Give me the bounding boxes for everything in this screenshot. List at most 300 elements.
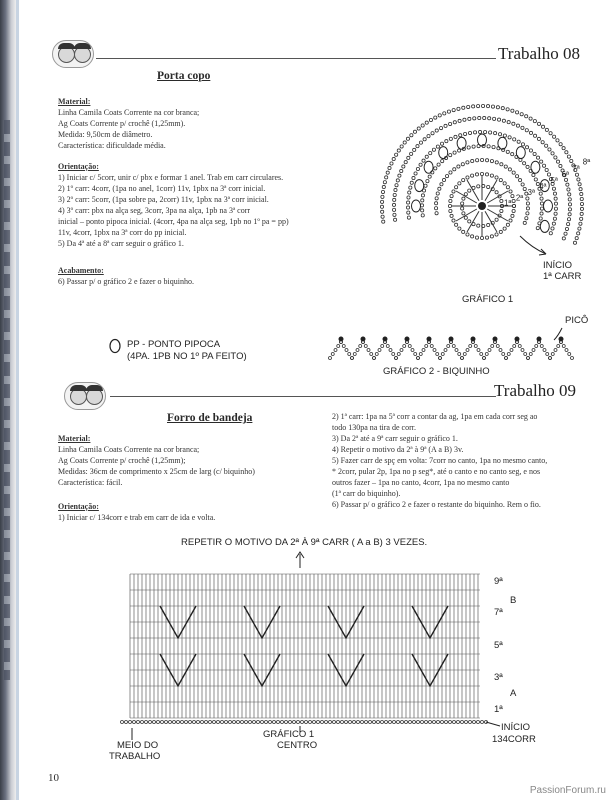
chain-stitch [429, 152, 432, 155]
chain-stitch [509, 190, 512, 193]
chain-stitch [413, 130, 416, 133]
instructions-block-08 [58, 161, 330, 249]
instruction-line: inicial – ponto pipoca inicial. (4corr, 4pa na alça seg, 1pb no 1º pa = pp) [58, 217, 289, 226]
chain-stitch [539, 217, 542, 220]
chain-stitch [526, 165, 529, 168]
chain-stitch [450, 195, 453, 198]
chain-stitch [551, 227, 554, 230]
book-spine [0, 0, 16, 800]
chain-stitch [567, 155, 570, 158]
chain-stitch [540, 212, 543, 215]
chain-stitch [434, 202, 437, 205]
foundation-chain [141, 721, 144, 724]
foundation-chain [425, 721, 428, 724]
chain-stitch [504, 165, 507, 168]
chain-stitch [526, 202, 529, 205]
instruction-line: todo 130pa na tira de corr. [332, 423, 416, 432]
chain-stitch [500, 209, 503, 212]
chain-stitch [480, 158, 483, 161]
chain-stitch [398, 174, 401, 177]
chain-stitch [577, 232, 580, 235]
middle-label-line2: TRABALHO [109, 751, 161, 762]
chain-stitch [392, 157, 395, 160]
chain-stitch [554, 349, 557, 352]
chain-stitch [488, 349, 491, 352]
chain-stitch [491, 105, 494, 108]
chain-stitch [469, 345, 472, 348]
chain-stitch [382, 185, 385, 188]
chain-stitch [438, 114, 441, 117]
chain-stitch [533, 120, 536, 123]
chain-stitch [529, 149, 532, 152]
chain-stitch [511, 195, 514, 198]
chain-stitch [421, 209, 424, 212]
foundation-chain [429, 721, 432, 724]
chain-stitch [578, 227, 581, 230]
chain-stitch [409, 186, 412, 189]
chain-stitch [467, 146, 470, 149]
chain-stitch [462, 179, 465, 182]
popcorn-stitch [415, 180, 424, 192]
foundation-chain [445, 721, 448, 724]
foundation-chain [125, 721, 128, 724]
round-number-label: 4ª [539, 182, 547, 192]
foundation-chain [301, 721, 304, 724]
chain-stitch [435, 197, 438, 200]
page-edge [16, 0, 19, 800]
foundation-chain [441, 721, 444, 724]
chain-stitch [453, 168, 456, 171]
chain-stitch [461, 357, 464, 360]
chain-stitch [431, 132, 434, 135]
chain-stitch [452, 345, 455, 348]
chain-stitch [501, 107, 504, 110]
chain-stitch [381, 345, 384, 348]
chain-stitch [483, 130, 486, 133]
mascot-badge-icon [52, 40, 94, 68]
chain-stitch [552, 222, 555, 225]
chain-stitch [512, 209, 515, 212]
picot-stitch [383, 337, 388, 342]
chain-stitch [468, 117, 471, 120]
popcorn-stitch [424, 161, 433, 173]
chain-stitch [449, 122, 452, 125]
foundation-chain [449, 721, 452, 724]
popcorn-stitch [516, 147, 525, 159]
chain-stitch [463, 118, 466, 121]
foundation-chain [381, 721, 384, 724]
chain-stitch [461, 163, 464, 166]
foundation-chain [385, 721, 388, 724]
picot-stitch [493, 337, 498, 342]
chain-stitch [463, 353, 466, 356]
chain-stitch [367, 349, 370, 352]
chain-stitch [539, 192, 542, 195]
chain-stitch [487, 185, 490, 188]
round-number-label: 1ª [503, 198, 512, 208]
chain-stitch [553, 192, 556, 195]
material-line: Característica: dificuldade média. [58, 141, 166, 150]
chain-stitch [348, 353, 351, 356]
chain-stitch [458, 182, 461, 185]
row-label: 5ª [494, 640, 503, 651]
edging-chart-diagram [322, 320, 582, 366]
chain-stitch [487, 145, 490, 148]
chain-stitch [580, 212, 583, 215]
foundation-chain [217, 721, 220, 724]
foundation-chain [133, 721, 136, 724]
chain-stitch [485, 236, 488, 239]
foundation-chain [405, 721, 408, 724]
foundation-chain [457, 721, 460, 724]
chain-stitch [562, 345, 565, 348]
chain-stitch [512, 122, 515, 125]
chain-stitch [577, 178, 580, 181]
chain-stitch [353, 353, 356, 356]
chain-stitch [476, 159, 479, 162]
chain-stitch [459, 134, 462, 137]
chain-stitch [492, 146, 495, 149]
chain-stitch [556, 160, 559, 163]
chain-stitch [388, 166, 391, 169]
chain-stitch [386, 171, 389, 174]
chain-stitch [483, 116, 486, 119]
chain-stitch [554, 212, 557, 215]
foundation-chain [169, 721, 172, 724]
chain-stitch [407, 216, 410, 219]
chain-stitch [489, 131, 492, 134]
picot-stitch [471, 337, 476, 342]
chain-stitch [475, 236, 478, 239]
foundation-chain [337, 721, 340, 724]
chain-stitch [562, 147, 565, 150]
orientation-label: Orientação: [58, 162, 99, 171]
chain-stitch [359, 345, 362, 348]
chain-stitch [422, 159, 425, 162]
chain-stitch [434, 116, 437, 119]
chain-stitch [506, 108, 509, 111]
foundation-chain [261, 721, 264, 724]
chain-stitch [462, 230, 465, 233]
picot-stitch [405, 337, 410, 342]
chain-stitch [478, 116, 481, 119]
chain-stitch [568, 213, 571, 216]
chain-stitch [471, 174, 474, 177]
chain-stitch [419, 353, 422, 356]
chain-stitch [477, 349, 480, 352]
chain-stitch [511, 153, 514, 156]
popcorn-stitch [457, 137, 466, 149]
foundation-chain [177, 721, 180, 724]
finishing-block-08 [58, 265, 330, 287]
chain-stitch [393, 198, 396, 201]
foundation-chain [353, 721, 356, 724]
chart2-caption: GRÁFICO 2 - BIQUINHO [383, 366, 490, 377]
chain-stitch [449, 154, 452, 157]
chain-stitch [506, 150, 509, 153]
chain-stitch [434, 167, 437, 170]
row-label: 9ª [494, 576, 503, 587]
chain-stitch [541, 141, 544, 144]
foundation-chain [341, 721, 344, 724]
chain-stitch [477, 224, 480, 227]
foundation-chain [165, 721, 168, 724]
chain-stitch [540, 160, 543, 163]
chain-stitch [525, 129, 528, 132]
chain-stitch [483, 357, 486, 360]
chain-stitch [407, 156, 410, 159]
chain-stitch [462, 197, 465, 200]
chain-stitch [455, 223, 458, 226]
instruction-line: 4) 3º carr: pbx na alça seg, 3corr, 3pa na alça, 1pb na 3ª corr [58, 206, 251, 215]
grid-start-chain-label: 134CORR [492, 734, 536, 745]
chain-stitch [524, 353, 527, 356]
chain-stitch [549, 132, 552, 135]
chain-stitch [499, 230, 502, 233]
filet-grid-chart [110, 550, 490, 750]
chain-stitch [580, 192, 583, 195]
chain-stitch [334, 349, 337, 352]
chain-stitch [485, 173, 488, 176]
chain-stitch [486, 105, 489, 108]
chain-stitch [474, 345, 477, 348]
chain-stitch [491, 345, 494, 348]
mascot-badge-icon [64, 382, 106, 410]
popcorn-stitch [498, 137, 507, 149]
foundation-chain [397, 721, 400, 724]
chain-stitch [397, 353, 400, 356]
chain-stitch [457, 165, 460, 168]
foundation-chain [377, 721, 380, 724]
chain-stitch [444, 349, 447, 352]
chain-stitch [421, 214, 424, 217]
material-line: Medidas: 36cm de comprimento x 25cm de larg (c/ biquinho) [58, 467, 255, 476]
chain-stitch [436, 145, 439, 148]
chain-stitch [432, 148, 435, 151]
foundation-chain [161, 721, 164, 724]
material-line: Ag Coats Corrente p/ crochê (1,25mm). [58, 119, 186, 128]
foundation-chain [433, 721, 436, 724]
foundation-chain [309, 721, 312, 724]
chain-stitch [506, 186, 509, 189]
chain-stitch [568, 208, 571, 211]
repeat-note: REPETIR O MOTIVO DA 2ª À 9ª CARR ( A a B) 3 VEZES. [181, 537, 428, 548]
chain-stitch [437, 163, 440, 166]
chain-stitch [397, 149, 400, 152]
chain-stitch [449, 137, 452, 140]
chain-stitch [553, 217, 556, 220]
foundation-chain [209, 721, 212, 724]
instructions-block-09 [58, 501, 320, 523]
chain-stitch [450, 214, 453, 217]
project-subtitle-08: Porta copo [157, 70, 211, 82]
legend-pp-line1: PP - PONTO PIPOCA [127, 339, 221, 350]
chain-stitch [580, 197, 583, 200]
chain-stitch [447, 110, 450, 113]
chain-stitch [498, 133, 501, 136]
chain-stitch [392, 353, 395, 356]
foundation-chain [145, 721, 148, 724]
chain-stitch [408, 345, 411, 348]
chain-stitch [554, 197, 557, 200]
chain-stitch [525, 115, 528, 118]
chain-stitch [393, 193, 396, 196]
chain-stitch [478, 130, 481, 133]
instruction-line: outros fazer – 1pa no canto, 4corr, 1pa no mesmo canto [332, 478, 510, 487]
chain-stitch [439, 357, 442, 360]
chain-stitch [375, 353, 378, 356]
chain-stitch [442, 178, 445, 181]
chain-stitch [443, 112, 446, 115]
chain-stitch [473, 131, 476, 134]
foundation-chain [453, 721, 456, 724]
chain-stitch [441, 160, 444, 163]
chain-stitch [534, 178, 537, 181]
chain-stitch [502, 353, 505, 356]
chain-stitch [573, 241, 576, 244]
foundation-chain [277, 721, 280, 724]
chain-stitch [472, 222, 475, 225]
chain-stitch [342, 345, 345, 348]
chain-stitch [464, 216, 467, 219]
chain-stitch [532, 173, 535, 176]
chain-stitch [545, 128, 548, 131]
chain-stitch [455, 186, 458, 189]
foundation-chain [313, 721, 316, 724]
foundation-chain [477, 721, 480, 724]
chain-stitch [476, 104, 479, 107]
chain-stitch [447, 345, 450, 348]
chain-stitch [536, 156, 539, 159]
chain-stitch [331, 353, 334, 356]
instruction-line: * 2corr, pular 2p, 1pa no p seg*, até o canto e no canto seg, e nos [332, 467, 541, 476]
chain-stitch [468, 131, 471, 134]
chain-stitch [565, 151, 568, 154]
chain-stitch [427, 135, 430, 138]
chain-stitch [396, 179, 399, 182]
chain-stitch [512, 204, 515, 207]
foundation-chain [233, 721, 236, 724]
chain-stitch [429, 118, 432, 121]
chain-stitch [433, 349, 436, 352]
instruction-line: 1) Iniciar c/ 5corr, unir c/ pbx e formar 1 anel. Trab em carr circulares. [58, 173, 284, 182]
materials-block-09 [58, 433, 320, 488]
chain-stitch [537, 137, 540, 140]
chain-stitch [500, 163, 503, 166]
chain-stitch [537, 122, 540, 125]
chain-stitch [423, 138, 426, 141]
chain-stitch [393, 213, 396, 216]
chain-stitch [507, 353, 510, 356]
chain-stitch [500, 199, 503, 202]
chain-stitch [513, 345, 516, 348]
chain-stitch [407, 211, 410, 214]
chain-stitch [475, 173, 478, 176]
stitch-spoke [485, 180, 497, 201]
chain-stitch [496, 345, 499, 348]
chain-stitch [455, 349, 458, 352]
row-label: 1ª [494, 704, 503, 715]
chain-stitch [535, 345, 538, 348]
foundation-chain [149, 721, 152, 724]
chain-stitch [533, 134, 536, 137]
chain-stitch [464, 132, 467, 135]
chain-stitch [552, 187, 555, 190]
chain-stitch [464, 193, 467, 196]
foundation-chain [417, 721, 420, 724]
chain-stitch [513, 138, 516, 141]
chain-stitch [462, 212, 465, 215]
finishing-line: 6) Passar p/ o gráfico 2 e fazer o biquinho. [58, 277, 194, 286]
chain-stitch [540, 345, 543, 348]
instruction-line: 1) Iniciar c/ 134corr e trab em carr de ida e volta. [58, 513, 216, 522]
foundation-chain [345, 721, 348, 724]
chain-stitch [532, 349, 535, 352]
materials-block-08 [58, 96, 328, 151]
instruction-line: 11v, 4corr, 1pbx na 3ª corr do pp inicial. [58, 228, 187, 237]
stitch-spoke [467, 180, 479, 201]
popcorn-stitch-icon [108, 338, 122, 354]
foundation-chain [213, 721, 216, 724]
header-rule [96, 58, 496, 59]
foundation-chain [137, 721, 140, 724]
chain-stitch [449, 199, 452, 202]
foundation-chain [185, 721, 188, 724]
chain-stitch [412, 176, 415, 179]
chain-stitch [471, 235, 474, 238]
foundation-chain [369, 721, 372, 724]
chain-stitch [515, 111, 518, 114]
chain-stitch [428, 175, 431, 178]
chain-stitch [452, 190, 455, 193]
chain-stitch [527, 357, 530, 360]
foundation-chain [197, 721, 200, 724]
chain-stitch [351, 357, 354, 360]
round-number-label: 6ª [561, 170, 569, 180]
chain-stitch [378, 349, 381, 352]
chain-stitch [510, 349, 513, 352]
chain-stitch [404, 161, 407, 164]
foundation-chain [241, 721, 244, 724]
chain-stitch [395, 153, 398, 156]
start-round-label: 1ª CARR [543, 271, 582, 282]
chain-stitch [496, 106, 499, 109]
chain-stitch [556, 139, 559, 142]
chain-stitch [568, 198, 571, 201]
chain-stitch [526, 197, 529, 200]
row-label: 3ª [494, 672, 503, 683]
foundation-chain [121, 721, 124, 724]
chain-stitch [548, 148, 551, 151]
chain-stitch [457, 107, 460, 110]
chain-stitch [509, 219, 512, 222]
center-ring [478, 202, 486, 210]
chain-stitch [461, 207, 464, 210]
chain-stitch [386, 345, 389, 348]
chain-stitch [356, 349, 359, 352]
picot-stitch [449, 337, 454, 342]
chain-stitch [439, 126, 442, 129]
instruction-line: 5) Fazer carr de spç em volta: 7corr no canto, 1pa no mesmo canto, [332, 456, 548, 465]
chain-stitch [395, 357, 398, 360]
chain-stitch [536, 226, 539, 229]
chain-stitch [440, 142, 443, 145]
foundation-chain [193, 721, 196, 724]
chain-stitch [499, 349, 502, 352]
popcorn-stitch [439, 147, 448, 159]
chain-stitch [462, 106, 465, 109]
chain-stitch [435, 129, 438, 132]
